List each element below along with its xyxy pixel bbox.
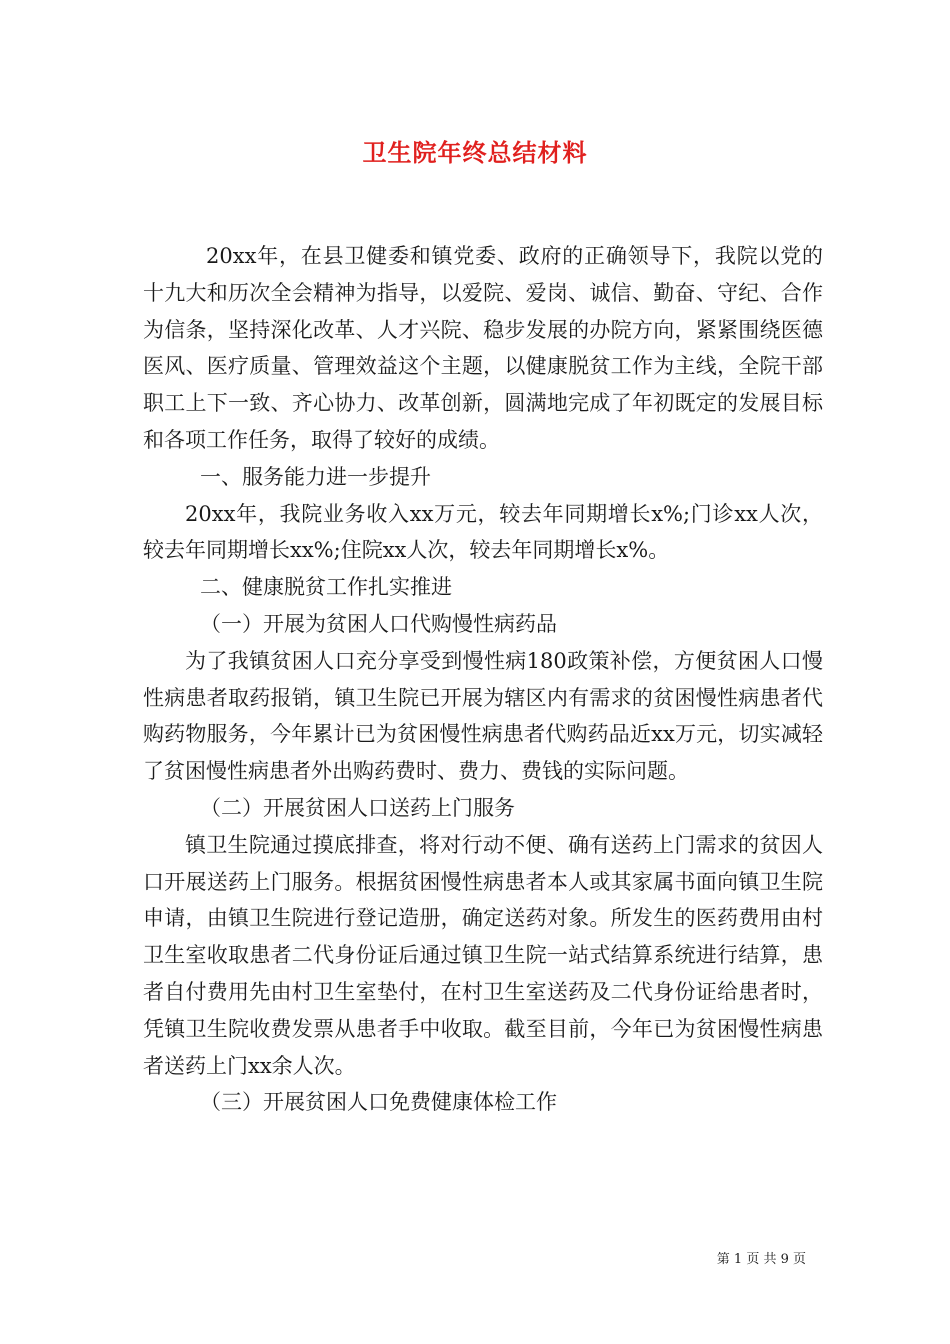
section-heading: 二、健康脱贫工作扎实推进: [200, 575, 452, 600]
subsection-heading: （三）开展贫困人口免费健康体检工作: [200, 1090, 557, 1115]
subsection-heading: （一）开展为贫困人口代购慢性病药品: [200, 611, 557, 636]
body-paragraph: 20xx年，我院业务收入xx万元，较去年同期增长x%;门诊xx人次，较去年同期增长xx%;住院xx人次，较去年同期增长x%。: [143, 501, 823, 563]
page-number-footer: 第 1 页 共 9 页: [716, 1252, 806, 1267]
subsection-heading: （二）开展贫困人口送药上门服务: [200, 795, 515, 820]
body-paragraph: 为了我镇贫困人口充分享受到慢性病180政策补偿，方便贫困人口慢性病患者取药报销，镇卫生院已开展为辖区内有需求的贫困慢性病患者代购药物服务，今年累计已为贫困慢性病患者代购药品近xx万元，切实减轻了贫困慢性病患者外出购药费时、费力、费钱的实际问题。: [143, 648, 823, 784]
body-paragraph: 镇卫生院通过摸底排查，将对行动不便、确有送药上门需求的贫因人口开展送药上门服务。根据贫困慢性病患者本人或其家属书面向镇卫生院申请，由镇卫生院进行登记造册，确定送药对象。所发生的医药费用由村卫生室收取患者二代身份证后通过镇卫生院一站式结算系统进行结算，患者自付费用先由村卫生室垫付，在村卫生室送药及二代身份证给患者时，凭镇卫生院收费发票从患者手中收取。截至目前，今年已为贫困慢性病患者送药上门xx余人次。: [143, 832, 823, 1078]
document-body: [143, 238, 823, 1121]
section-heading: 一、服务能力进一步提升: [200, 464, 431, 489]
document-title: 卫生院年终总结材料: [362, 138, 588, 167]
intro-paragraph: 20xx年，在县卫健委和镇党委、政府的正确领导下，我院以党的十九大和历次全会精神为指导，以爱院、爱岗、诚信、勤奋、守纪、合作为信条，坚持深化改革、人才兴院、稳步发展的办院方向，紧紧围绕医德医风、医疗质量、管理效益这个主题，以健康脱贫工作为主线，全院干部职工上下一致、齐心协力、改革创新，圆满地完成了年初既定的发展目标和各项工作任务，取得了较好的成绩。: [143, 244, 823, 452]
